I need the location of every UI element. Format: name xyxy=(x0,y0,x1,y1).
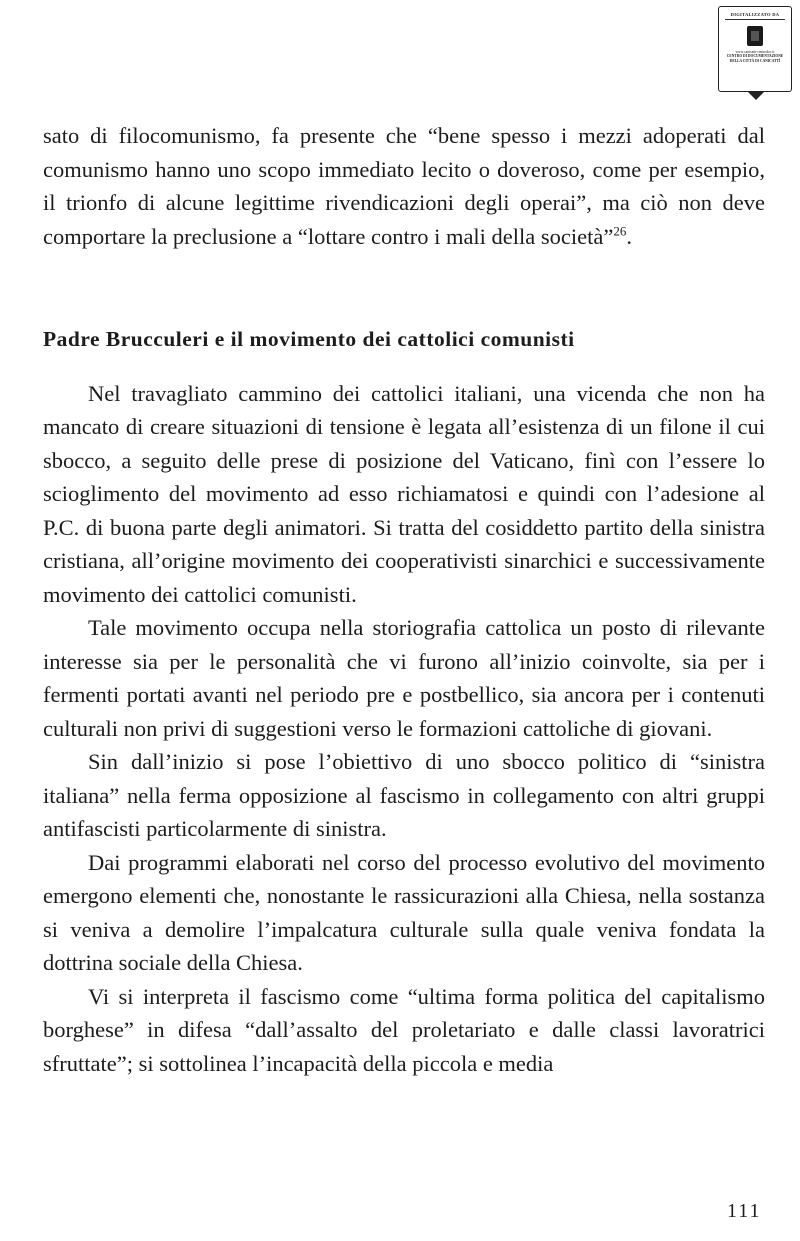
section-body xyxy=(43,377,765,1081)
section-heading: Padre Brucculeri e il movimento dei cattolici comunisti xyxy=(43,327,575,351)
body-paragraph: Nel travagliato cammino dei cattolici italiani, una vicenda che non ha mancato di creare situazioni di tensione è legata all’esistenza di un filone il cui sbocco, a seguito delle prese di posizione del Vaticano, finì con l’essere lo scioglimento del movimento ad esso richiamatosi e quindi con l’adesione al P.C. di buona parte degli animatori. Si tratta del cosiddetto partito della sinistra cristiana, all’origine movimento dei cooperativisti sinarchici e successivamente movimento dei cattolici comunisti. xyxy=(43,380,765,607)
body-paragraph: Dai programmi elaborati nel corso del processo evolutivo del movimento emergono elementi che, nonostante le rassicurazioni alla Chiesa, nella sostanza si veniva a demolire l’impalcatura culturale sulla quale veniva fondata la dottrina sociale della Chiesa. xyxy=(43,849,765,975)
intro-end: . xyxy=(626,223,632,249)
page-number: 111 xyxy=(727,1200,762,1222)
stamp-line-2: DELLA CITTÀ DI CANICATTÌ xyxy=(729,59,781,63)
stamp-divider xyxy=(725,19,785,20)
intro-text: sato di filocomunismo, fa presente che “bene spesso i mezzi adoperati dal comunismo hanno uno scopo immediato lecito o doveroso, come per esempio, il trionfo di alcune legittime rivendicazioni degli operai”, ma ciò non deve comportare la preclusione a “lottare contro i mali della società” xyxy=(43,123,765,249)
intro-paragraph xyxy=(43,119,765,253)
city-emblem-icon xyxy=(747,26,763,46)
stamp-url: www.canicatti-centrodoc.it xyxy=(735,50,775,54)
page-text xyxy=(43,119,765,1080)
digitization-stamp xyxy=(718,6,792,92)
stamp-line-1: CENTRO DI DOCUMENTAZIONE xyxy=(726,54,784,58)
body-paragraph: Sin dall’inizio si pose l’obiettivo di uno sbocco politico di “sinistra italiana” nella ferma opposizione al fascismo in collegamento con altri gruppi antifascisti particolarmente di sinistra. xyxy=(43,749,765,841)
stamp-pointer-icon xyxy=(747,91,765,100)
body-paragraph: Vi si interpreta il fascismo come “ultima forma politica del capitalismo borghese” in difesa “dall’assalto del proletariato e dalle classi lavoratrici sfruttate”; si sottolinea l’incapacità della piccola e media xyxy=(43,983,765,1076)
body-paragraph: Tale movimento occupa nella storiografia cattolica un posto di rilevante interesse sia per le personalità che vi furono all’inizio coinvolte, sia per i fermenti portati avanti nel periodo pre e postbellico, sia ancora per i contenuti culturali non privi di suggestioni verso le formazioni cattoliche di giovani. xyxy=(43,615,765,741)
stamp-header: DIGITALIZZATO DA xyxy=(730,12,780,17)
footnote-ref: 26 xyxy=(613,223,627,238)
